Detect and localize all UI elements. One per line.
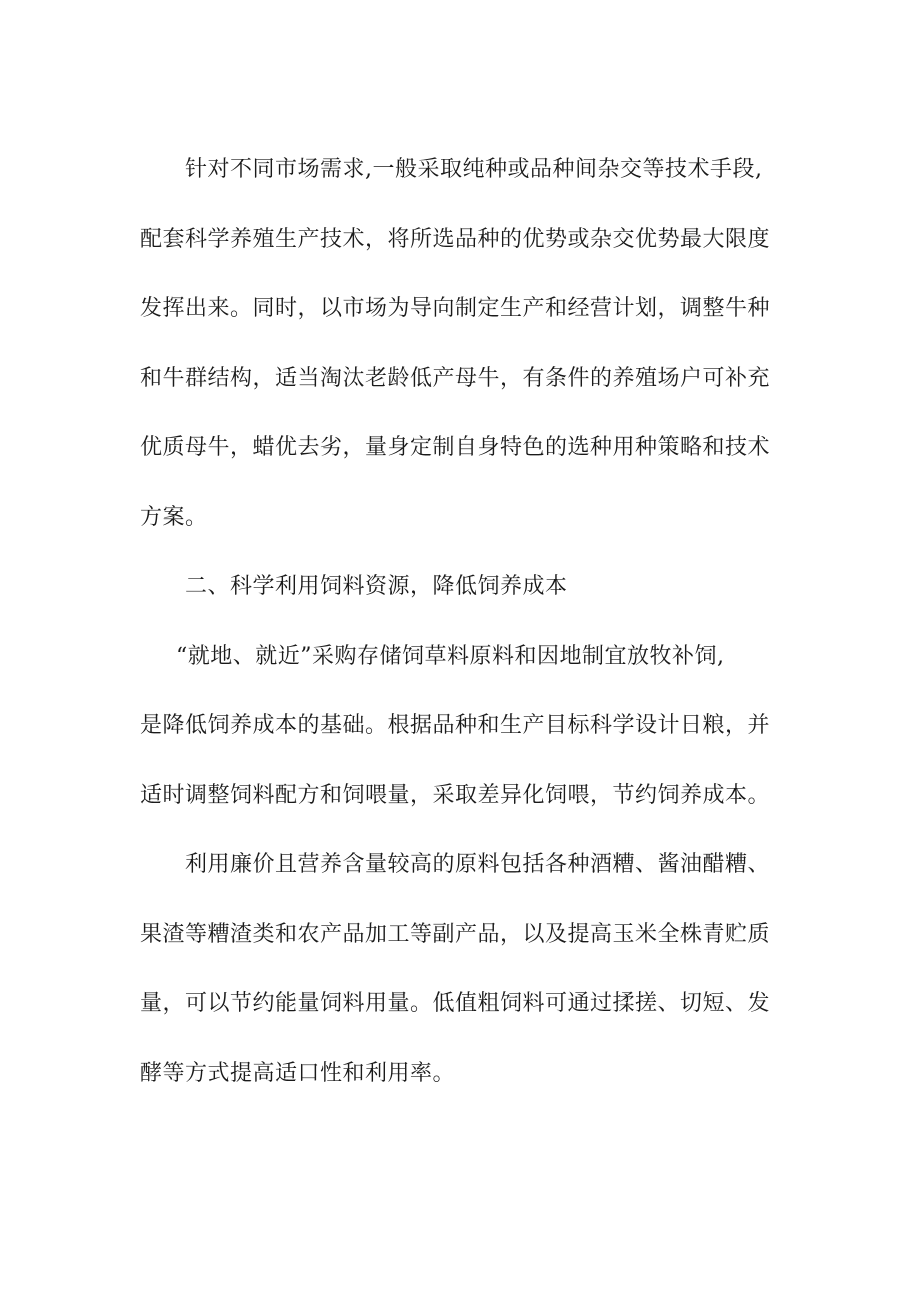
paragraph-3-line-1: 利用廉价且营养含量较高的原料包括各种酒糟、酱油醋糟、: [185, 852, 771, 877]
paragraph-3-line-4: 酵等方式提高适口性和利用率。: [140, 1061, 456, 1086]
paragraph-1-line-6: 方案。: [140, 505, 208, 530]
paragraph-2-line-1: “就地、就近”采购存储饲草料原料和因地制宜放牧补饲,: [176, 644, 725, 669]
section-heading: 二、科学利用饲料资源，降低饲养成本: [185, 574, 568, 599]
paragraph-2-line-3: 适时调整饲料配方和饲喂量，采取差异化饲喂，节约饲养成本。: [140, 783, 771, 808]
paragraph-3-line-3: 量，可以节约能量饲料用量。低值粗饲料可通过揉搓、切短、发: [140, 991, 771, 1016]
paragraph-2-line-2: 是降低饲养成本的基础。根据品种和生产目标科学设计日粮，并: [140, 713, 771, 738]
paragraph-1-line-5: 优质母牛，蜡优去劣，量身定制自身特色的选种用种策略和技术: [140, 435, 771, 460]
paragraph-1-line-4: 和牛群结构，适当淘汰老龄低产母牛，有条件的养殖场户可补充: [140, 366, 771, 391]
paragraph-1-line-1: 针对不同市场需求,一般采取纯种或品种间杂交等技术手段,: [185, 157, 763, 182]
paragraph-1-line-2: 配套科学养殖生产技术，将所选品种的优势或杂交优势最大限度: [140, 227, 771, 252]
paragraph-1-line-3: 发挥出来。同时，以市场为导向制定生产和经营计划，调整牛种: [140, 296, 771, 321]
paragraph-3-line-2: 果渣等糟渣类和农产品加工等副产品，以及提高玉米全株青贮质: [140, 922, 771, 947]
